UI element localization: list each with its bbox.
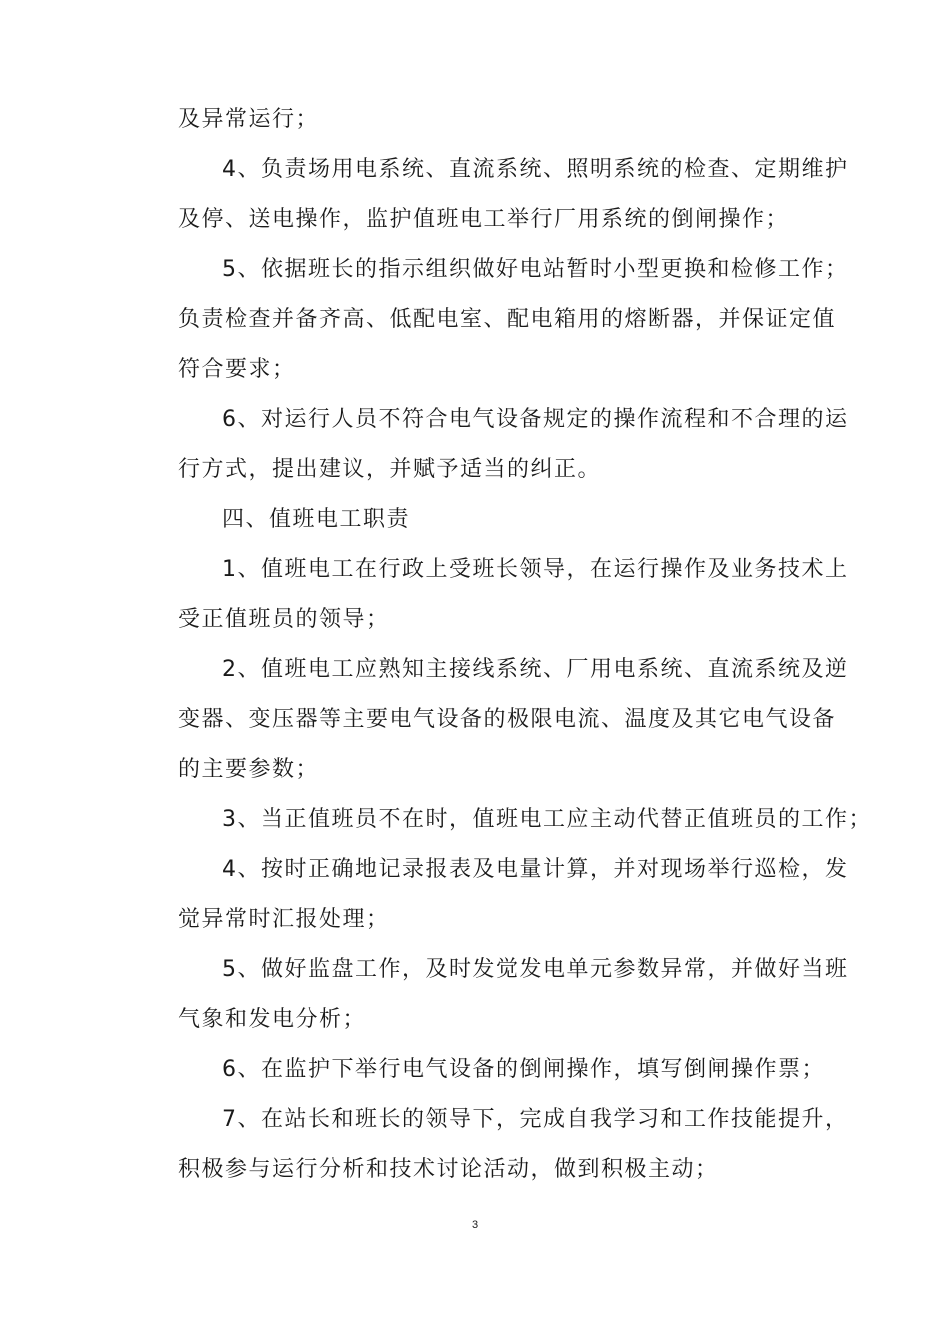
text-line: 受正值班员的领导； bbox=[178, 607, 390, 632]
text-line: 及异常运行； bbox=[178, 107, 320, 132]
text-line: 负责检查并备齐高、低配电室、配电箱用的熔断器，并保证定值 bbox=[178, 307, 837, 332]
text-line: 4、负责场用电系统、直流系统、照明系统的检查、定期维护 bbox=[222, 157, 849, 182]
text-line: 的主要参数； bbox=[178, 757, 320, 782]
section-heading: 四、值班电工职责 bbox=[222, 507, 411, 532]
text-line: 5、依据班长的指示组织做好电站暂时小型更换和检修工作； bbox=[222, 257, 849, 282]
text-line: 7、在站长和班长的领导下，完成自我学习和工作技能提升， bbox=[222, 1107, 849, 1132]
text-line: 积极参与运行分析和技术讨论活动，做到积极主动； bbox=[178, 1157, 719, 1182]
text-line: 变器、变压器等主要电气设备的极限电流、温度及其它电气设备 bbox=[178, 707, 837, 732]
page-number: 3 bbox=[471, 1219, 479, 1231]
text-line: 5、做好监盘工作，及时发觉发电单元参数异常，并做好当班 bbox=[222, 957, 849, 982]
text-line: 4、按时正确地记录报表及电量计算，并对现场举行巡检，发 bbox=[222, 857, 849, 882]
text-line: 3、当正值班员不在时，值班电工应主动代替正值班员的工作； bbox=[222, 807, 872, 832]
text-line: 1、值班电工在行政上受班长领导，在运行操作及业务技术上 bbox=[222, 557, 849, 582]
text-line: 及停、送电操作，监护值班电工举行厂用系统的倒闸操作； bbox=[178, 207, 790, 232]
text-line: 6、对运行人员不符合电气设备规定的操作流程和不合理的运 bbox=[222, 407, 849, 432]
text-line: 6、在监护下举行电气设备的倒闸操作，填写倒闸操作票； bbox=[222, 1057, 825, 1082]
text-line: 符合要求； bbox=[178, 357, 296, 382]
text-line: 行方式，提出建议，并赋予适当的纠正。 bbox=[178, 457, 602, 482]
text-line: 2、值班电工应熟知主接线系统、厂用电系统、直流系统及逆 bbox=[222, 657, 849, 682]
text-line: 觉异常时汇报处理； bbox=[178, 907, 390, 932]
text-line: 气象和发电分析； bbox=[178, 1007, 367, 1032]
